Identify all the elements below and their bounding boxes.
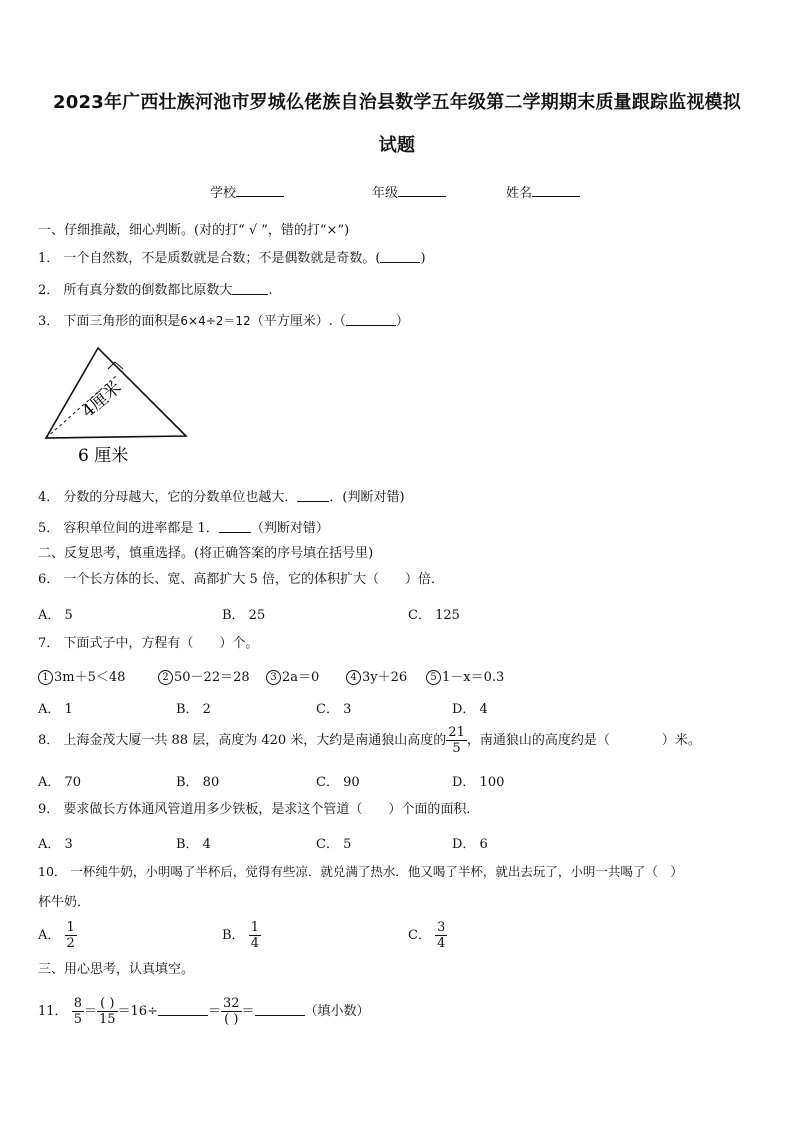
q7-option-d[interactable]: D． 4	[452, 702, 488, 717]
q11-eq4: ＝	[241, 1004, 255, 1019]
question-3-expression: 6×4÷2＝12	[180, 314, 251, 328]
answer-blank-5[interactable]	[219, 520, 251, 533]
circle-number-1: 1	[38, 670, 53, 685]
q11-eq1: ＝	[83, 1004, 97, 1019]
q11-decimal-blank[interactable]	[255, 1003, 305, 1016]
question-1-tail: )	[420, 251, 426, 266]
q9-option-b[interactable]: B． 4	[176, 837, 211, 852]
grade-field[interactable]	[372, 182, 446, 201]
q10-c-num: 3	[437, 920, 446, 935]
q11-fraction-1	[72, 996, 84, 1027]
q7-expression-2	[158, 666, 250, 685]
q10-c-den: 4	[437, 936, 446, 951]
q7-option-a[interactable]: A． 1	[38, 702, 73, 717]
q8-option-d[interactable]: D． 100	[452, 775, 505, 790]
q10-a-den: 2	[66, 936, 75, 951]
q7-option-b[interactable]: B． 2	[176, 702, 211, 717]
q11-fraction-2[interactable]	[97, 996, 118, 1027]
question-2	[38, 282, 273, 299]
height-label: 4厘米	[78, 377, 126, 422]
circle-number-3: 3	[266, 670, 281, 685]
answer-blank-3[interactable]	[346, 313, 396, 326]
q7-expr-5-text: 1－x＝0.3	[442, 670, 505, 685]
q11-divisor-blank[interactable]	[158, 1003, 208, 1016]
school-label: 学校	[210, 186, 237, 201]
circle-number-5: 5	[426, 670, 441, 685]
exam-title-line1: 2023年广西壮族河池市罗城仫佬族自治县数学五年级第二学期期末质量跟踪监视模拟	[53, 92, 741, 113]
q11-f3-den-blank[interactable]: ( )	[224, 1012, 239, 1027]
q10-option-a-fraction	[65, 920, 77, 951]
q10-option-b-fraction	[249, 920, 261, 951]
q10-option-c-label: C．	[408, 928, 431, 943]
question-4-tail: ．(判断对错)	[329, 490, 405, 505]
q9-option-a[interactable]: A． 3	[38, 837, 73, 852]
q11-f1-num: 8	[73, 996, 82, 1011]
question-10-cont: 杯牛奶．	[38, 895, 91, 910]
question-8	[38, 722, 701, 760]
question-3	[38, 313, 409, 330]
q11-eq2: ＝16÷	[117, 1004, 158, 1019]
q11-f2-num-blank[interactable]: ( )	[97, 996, 118, 1012]
q8-option-a[interactable]: A． 70	[38, 775, 82, 790]
question-8-tail: ，南通狼山的高度约是（ ）米。	[466, 733, 701, 748]
question-11	[38, 992, 370, 1032]
circle-number-2: 2	[158, 670, 173, 685]
q11-eq3: ＝	[207, 1004, 221, 1019]
question-2-text: 2． 所有真分数的倒数都比原数大	[38, 283, 233, 298]
q10-option-b[interactable]	[222, 920, 261, 951]
q8-option-c[interactable]: C． 90	[316, 775, 360, 790]
q7-expression-3	[266, 666, 319, 685]
q7-expression-1	[38, 666, 125, 685]
question-7: 7． 下面式子中，方程有（ ）个。	[38, 636, 259, 651]
question-4-text: 4． 分数的分母越大，它的分数单位也越大．	[38, 490, 298, 505]
answer-blank-2[interactable]	[232, 282, 268, 295]
question-2-tail: .	[268, 283, 273, 298]
circle-number-4: 4	[346, 670, 361, 685]
q6-option-a[interactable]: A． 5	[38, 608, 73, 623]
q11-fraction-3[interactable]	[221, 996, 242, 1027]
q10-option-a-label: A．	[38, 928, 61, 943]
answer-blank-1[interactable]	[380, 250, 420, 263]
q7-expression-5	[426, 666, 504, 685]
q11-tail: （填小数）	[304, 1004, 370, 1019]
section-3-heading: 三、用心思考，认真填空。	[38, 962, 195, 977]
q7-expr-3-text: 2a＝0	[282, 670, 320, 685]
question-3-tail: ）	[395, 314, 409, 329]
question-6: 6． 一个长方体的长、宽、高都扩大 5 倍，它的体积扩大（ ）倍．	[38, 572, 444, 587]
q7-option-c[interactable]: C． 3	[316, 702, 352, 717]
q7-expr-1-text: 3m＋5＜48	[54, 670, 126, 685]
q6-option-c[interactable]: C． 125	[408, 608, 460, 623]
grade-blank[interactable]	[398, 184, 446, 197]
name-blank[interactable]	[532, 184, 580, 197]
q10-b-den: 4	[250, 936, 259, 951]
q6-option-b[interactable]: B． 25	[222, 608, 266, 623]
q10-b-num: 1	[250, 920, 259, 935]
question-5-tail: （判断对错）	[250, 521, 329, 536]
section-2-heading: 二、反复思考，慎重选择。(将正确答案的序号填在括号里)	[38, 546, 374, 561]
q9-option-c[interactable]: C． 5	[316, 837, 352, 852]
name-field[interactable]	[506, 182, 580, 201]
grade-label: 年级	[372, 186, 399, 201]
school-blank[interactable]	[236, 184, 284, 197]
question-3-unit: （平方厘米）.（	[250, 314, 346, 329]
question-1	[38, 250, 426, 267]
school-field[interactable]	[210, 182, 284, 201]
exam-title-line2: 试题	[378, 135, 416, 156]
q8-option-b[interactable]: B． 80	[176, 775, 220, 790]
q10-option-c[interactable]	[408, 920, 447, 951]
q8-fraction-numerator: 21	[448, 725, 465, 740]
q11-f2-den: 15	[98, 1012, 116, 1027]
question-8-text: 8． 上海金茂大厦一共 88 层，高度为 420 米，大约是南通狼山高度的	[38, 733, 447, 748]
q10-option-a[interactable]	[38, 920, 77, 951]
q10-a-num: 1	[66, 920, 75, 935]
q10-option-c-fraction	[435, 920, 447, 951]
section-1-heading: 一、仔细推敲，细心判断。(对的打“ √ ”，错的打“×”)	[38, 223, 350, 238]
q8-fraction-denominator: 5	[452, 741, 461, 756]
question-5	[38, 520, 329, 537]
q7-expression-4	[346, 666, 407, 685]
q7-expr-4-text: 3y＋26	[362, 670, 408, 685]
q11-f1-den: 5	[73, 1012, 82, 1027]
question-5-text: 5． 容积单位间的进率都是 1．	[38, 521, 219, 536]
q10-option-b-label: B．	[222, 928, 245, 943]
question-11-label: 11．	[38, 1004, 68, 1019]
question-4	[38, 489, 405, 506]
question-10: 10． 一杯纯牛奶，小明喝了半杯后，觉得有些凉．就兑满了热水．他又喝了半杯，就出去玩了，小明一共喝了（ ）	[38, 864, 683, 879]
q9-option-d[interactable]: D． 6	[452, 837, 488, 852]
answer-blank-4[interactable]	[297, 489, 329, 502]
q8-fraction	[446, 725, 467, 756]
name-label: 姓名	[506, 186, 533, 201]
q7-expr-2-text: 50－22＝28	[174, 670, 250, 685]
q11-f3-num: 32	[222, 996, 240, 1011]
question-1-text: 1． 一个自然数，不是质数就是合数；不是偶数就是奇数。(	[38, 251, 381, 266]
triangle-figure	[38, 340, 198, 470]
base-label: 6 厘米	[78, 446, 129, 466]
question-3-text: 3． 下面三角形的面积是	[38, 314, 181, 329]
question-9: 9． 要求做长方体通风管道用多少铁板，是求这个管道（ ）个面的面积．	[38, 802, 480, 817]
